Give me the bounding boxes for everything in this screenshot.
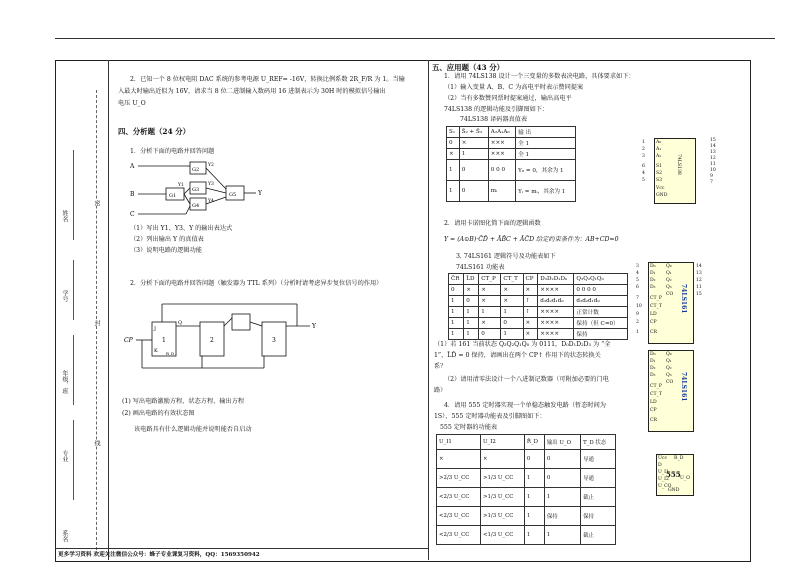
s5-q2-formula: Y = (A⊙B)·C̄D̄ + ĀB̄C + ĀC̄D 给定约束条件为：AB+CD=0 xyxy=(444,236,619,243)
table-cell: ××× xyxy=(488,149,515,160)
chip-pin-label: A₂ xyxy=(656,154,662,159)
table-cell: 0 xyxy=(449,285,464,296)
chip-output-label: CO xyxy=(666,380,674,385)
table-header-row xyxy=(449,274,628,285)
table-cell: 全 1 xyxy=(516,149,576,160)
table-cell: 导通 xyxy=(581,450,616,469)
chip-555 xyxy=(646,446,706,502)
circuit1-label-b: B xyxy=(130,191,135,198)
table-row xyxy=(449,318,628,329)
table-cell: Y₀ = 0，其余为 1 xyxy=(516,160,576,181)
chip-output-label: Q₀ xyxy=(666,352,672,357)
table-header-cell: 输出 U_O xyxy=(544,435,580,450)
chip-pin-label: A₀ xyxy=(656,140,662,145)
chip-pin-label: Ucc xyxy=(658,456,668,461)
chip-output-label: Q₁ xyxy=(666,359,672,364)
table-cell: × xyxy=(437,450,481,469)
chip-pin-label: S2 xyxy=(656,171,663,176)
chip-74ls161-b xyxy=(634,348,714,432)
chip-name: 74LS161 xyxy=(680,372,687,402)
table-cell: >1/3 U_CC xyxy=(480,488,524,507)
q2-line-3: 电压 U_O xyxy=(118,100,146,107)
chip-input-label: CT_T xyxy=(650,304,662,309)
chip-pin-number: 6 xyxy=(636,285,639,290)
chip-pin-number: 11 xyxy=(696,285,702,290)
chip-output-label: CO xyxy=(666,292,674,297)
table-header-row xyxy=(447,127,576,138)
signal-y1: Y1 xyxy=(178,183,184,188)
section5-title: 五、应用题（43 分） xyxy=(432,63,504,72)
table-cell: × xyxy=(447,149,460,160)
s5-q3-2a: （2）请用清零法设计一个八进制记数器（可附加必要的门电 xyxy=(444,376,609,383)
s5-q4-line-2: 1S），555 定时器功能表及引脚图如下： xyxy=(434,413,546,420)
s4-q2-title: 2．分析下面的电路并回答问题（触发器为 TTL 系列）（分析时请考虑异步复位信号的作用） xyxy=(130,280,383,287)
label-student-id: 学号 xyxy=(61,290,68,302)
table-cell: 1 xyxy=(479,307,501,318)
chip-output-label: Q₂ xyxy=(666,366,672,371)
table-cell: × xyxy=(479,318,501,329)
table-cell: 正常计数 xyxy=(574,307,628,318)
chip-output-label: Q₀ xyxy=(666,264,672,269)
q2-line-1: 2．已知一个 8 位权电阻 DAC 系统的参考电源 U_REF= -16V，转换比例系数 2R_F/R 为 1。当输 xyxy=(130,76,405,83)
ff-j: J xyxy=(154,326,157,332)
table-cell: 0 0 0 xyxy=(488,160,515,181)
table-cell: ↑ xyxy=(523,307,538,318)
table-cell: × xyxy=(501,285,523,296)
table-cell: 0 0 0 0 xyxy=(574,285,628,296)
chip-input-label: D₃ xyxy=(650,373,656,378)
table-cell: 全 1 xyxy=(516,138,576,149)
output-y: Y xyxy=(258,190,262,197)
table-cell: d₃d₂d₁d₀ xyxy=(574,296,628,307)
chip-pin-label: S1 xyxy=(656,164,663,169)
signal-y4: Y4 xyxy=(208,199,214,204)
table-row xyxy=(437,488,616,507)
table-cell: 0 xyxy=(501,318,523,329)
table-cell: 1 xyxy=(464,329,479,340)
table-cell: ×××× xyxy=(538,285,574,296)
chip-pin-number: 10 xyxy=(710,168,716,173)
chip-output-label: Q₁ xyxy=(666,271,672,276)
table-header-cell: CT_T xyxy=(501,274,523,285)
s5-q4-line-3: 555 定时器的功能表 xyxy=(440,424,498,431)
chip-input-label: LD xyxy=(650,312,657,317)
chip-pin-label: U_O xyxy=(680,476,690,481)
chip-pin-label: GND xyxy=(656,193,668,198)
chip-input-label: CT_P xyxy=(650,296,662,301)
s4-q2-item-2: (2) 画出电路的有效状态图 xyxy=(122,410,195,417)
table-cell: <2/3 U_CC xyxy=(437,488,481,507)
table-row xyxy=(449,329,628,340)
gate-g1: G1 xyxy=(169,193,177,199)
table-cell: ××× xyxy=(488,138,515,149)
table-cell: ×××× xyxy=(538,307,574,318)
s5-q3-title: 3. 74LS161 逻辑符号及功能表如下 xyxy=(456,253,556,260)
table-cell: 1 xyxy=(501,307,523,318)
footer-note: 更多学习资料 欢迎关注微信公众号：蜂子专业课复习资料，QQ：1569350942 xyxy=(58,552,260,558)
t138-title: 74LS138 译码器真值表 xyxy=(460,116,528,123)
chip-pin-number: 5 xyxy=(642,178,645,183)
table-header-cell: Q₃Q₂Q₁Q₀ xyxy=(574,274,628,285)
table-cell: 1 xyxy=(464,318,479,329)
table-header-cell: T_D 状态 xyxy=(581,435,616,450)
table-cell: ↑ xyxy=(523,296,538,307)
chip-pin-number: 7 xyxy=(636,296,639,301)
gate-g4: G4 xyxy=(192,203,200,209)
chip-pin-label: R_D xyxy=(674,456,684,461)
chip-pin-number: 14 xyxy=(696,264,702,269)
table-header-cell: L̄D xyxy=(464,274,479,285)
table-cell: 截止 xyxy=(581,526,616,545)
chip-pin-number: 13 xyxy=(696,271,702,276)
chip-pin-number: 2 xyxy=(642,147,645,152)
chip-input-label: CR xyxy=(650,330,657,335)
chip-pin-number: 1 xyxy=(636,330,639,335)
chip-pin-number: 15 xyxy=(710,138,716,143)
circuit1-label-a: A xyxy=(130,163,135,170)
s4-q2-tail: 该电路具有什么逻辑功能并说明能否自启动 xyxy=(134,426,252,433)
table-cell: 1 xyxy=(524,507,544,526)
s4-q2-item-1: (1) 写出电路激励方程、状态方程、输出方程 xyxy=(122,398,245,405)
label-major: 专业 xyxy=(61,450,68,462)
section4-title: 四、分析题（24 分） xyxy=(118,127,190,136)
chip-output-label: Q₂ xyxy=(666,278,672,283)
table-cell: 1 xyxy=(447,160,460,181)
ff-2: 2 xyxy=(210,337,214,344)
table-cell: >1/3 U_CC xyxy=(480,469,524,488)
gate-g5: G5 xyxy=(229,192,237,198)
table-row xyxy=(449,296,628,307)
s5-q1-line-4: 74LS138 的逻辑功能及引脚图如下： xyxy=(444,106,549,113)
chip-output-label: Q₃ xyxy=(666,373,672,378)
chip-input-label: CR xyxy=(650,418,657,423)
header-rule xyxy=(55,38,775,39)
s4-q1-item-1: （1）写出 Y1、Y3、Y 的输出表达式 xyxy=(130,225,233,232)
footer-rule xyxy=(55,548,428,549)
circuit2-cp: CP xyxy=(124,337,133,344)
chip-pin-number: 9 xyxy=(636,312,639,317)
table-cell: × xyxy=(479,296,501,307)
s5-q2-line: 2．请用卡诺图化简下面的逻辑函数 xyxy=(444,220,541,227)
table-cell: 导通 xyxy=(581,469,616,488)
chip-pin-number: 14 xyxy=(710,144,716,149)
chip-pin-label: U_I1 xyxy=(658,470,669,475)
table-cell: × xyxy=(523,318,538,329)
gate-g2: G2 xyxy=(192,167,200,173)
table-cell: 保持 xyxy=(574,329,628,340)
table-header-cell: S₁ xyxy=(447,127,460,138)
chip-pin-label: S3 xyxy=(656,178,663,183)
table-cell: 0 xyxy=(459,160,488,181)
chip-input-label: D₂ xyxy=(650,278,656,283)
side-underline-3 xyxy=(73,335,74,405)
table-row xyxy=(447,149,576,160)
ff-k: K xyxy=(154,348,158,354)
seal-char-1: 密 xyxy=(93,200,100,206)
chip-pin-number: 15 xyxy=(696,292,702,297)
seal-char-3: 线 xyxy=(93,440,100,446)
s5-q3-2b: 路） xyxy=(434,387,447,394)
table-cell: 1 xyxy=(447,181,460,202)
table-cell: 0 xyxy=(459,181,488,202)
table-cell: × xyxy=(523,285,538,296)
function-table-74ls161 xyxy=(448,273,628,340)
table-cell: 1 xyxy=(524,488,544,507)
table-row xyxy=(449,307,628,318)
table-cell: × xyxy=(480,450,524,469)
function-table-555 xyxy=(436,434,616,545)
table-cell: 0 xyxy=(464,296,479,307)
table-row xyxy=(437,526,616,545)
chip-name: 74LS138 xyxy=(676,154,681,175)
chip-input-label: CT_T xyxy=(650,392,662,397)
table-header-cell: A₂A₁A₀ xyxy=(488,127,515,138)
chip-pin-number: 11 xyxy=(710,162,716,167)
label-department: 系名 xyxy=(61,530,68,542)
column-divider xyxy=(428,60,429,560)
table-cell: <2/3 U_CC xyxy=(437,526,481,545)
chip-74ls161-a xyxy=(634,260,714,344)
chip-pin-number: 12 xyxy=(696,278,702,283)
table-row xyxy=(437,450,616,469)
table-cell: 0 xyxy=(544,450,580,469)
logic-circuit-1 xyxy=(128,158,278,218)
ff-3: 3 xyxy=(272,337,276,344)
label-name: 姓名 xyxy=(61,210,68,222)
table-cell: × xyxy=(464,285,479,296)
s4-q1-item-2: （2）列出输出 Y 的真值表 xyxy=(130,236,204,243)
table-cell: 1 xyxy=(524,469,544,488)
ff-1: 1 xyxy=(162,337,166,344)
table-cell: 0 xyxy=(524,450,544,469)
table-cell: ×××× xyxy=(538,318,574,329)
signal-y3: Y3 xyxy=(208,182,214,187)
table-row xyxy=(437,507,616,526)
chip-pin-label: GND xyxy=(668,488,680,493)
chip-input-label: LD xyxy=(650,400,657,405)
gate-g3: G3 xyxy=(192,187,200,193)
table-cell: 1 xyxy=(459,149,488,160)
table-cell: 保持 xyxy=(581,507,616,526)
chip-pin-label: U_I2 xyxy=(658,477,669,482)
chip-input-label: D₀ xyxy=(650,352,656,357)
chip-input-label: D₁ xyxy=(650,271,656,276)
table-cell: 1 xyxy=(501,329,523,340)
chip-input-label: D₀ xyxy=(650,264,656,269)
circuit1-label-c: C xyxy=(130,211,135,218)
side-underline-1 xyxy=(73,150,74,240)
chip-pin-label: D xyxy=(658,463,662,468)
table-cell: 1 xyxy=(449,318,464,329)
table-row xyxy=(437,469,616,488)
chip-pin-label: U_CO xyxy=(658,484,672,489)
table-cell: 1 xyxy=(464,307,479,318)
q2-line-2: 入最大时输出近似为 16V，请求当 8 位二进制输入数码用 16 进制表示为 30H 时的模拟信号输出 xyxy=(118,88,386,95)
chip-pin-number: 10 xyxy=(636,304,642,309)
chip-pin-number: 12 xyxy=(710,156,716,161)
table-cell: d₃d₂d₁d₀ xyxy=(538,296,574,307)
table-cell: 1 xyxy=(544,488,580,507)
table-header-cell: CT_P xyxy=(479,274,501,285)
chip-pin-number: 5 xyxy=(636,278,639,283)
chip-pin-label: A₁ xyxy=(656,147,662,152)
table-cell: 1 xyxy=(449,329,464,340)
table-header-cell: 输 出 xyxy=(516,127,576,138)
table-cell: 0 xyxy=(479,329,501,340)
truth-table-74ls138 xyxy=(446,126,576,202)
s5-q3-1a: （1）若 161 当前状态 Q₃Q₂Q₁Q₀ 为 0111，D₀D₁D₂D₃ 为 “全 xyxy=(434,341,611,348)
chip-name: 74LS161 xyxy=(680,284,687,314)
chip-74ls138 xyxy=(640,134,730,206)
table-header-cell: D₃D₂D₁D₀ xyxy=(538,274,574,285)
chip-pin-number: 3 xyxy=(636,264,639,269)
table-cell: 1 xyxy=(524,526,544,545)
chip-pin-number: 2 xyxy=(636,320,639,325)
side-underline-4 xyxy=(73,420,74,500)
table-header-row xyxy=(437,435,616,450)
table-cell: 1 xyxy=(449,296,464,307)
s5-q4-line-1: 4．请用 555 定时器实现一个单稳态触发电路（暂态时间为 xyxy=(444,402,606,409)
chip-pin-number: 3 xyxy=(642,154,645,159)
binding-strip-divider xyxy=(108,60,109,560)
ff-rd: R_D xyxy=(166,351,175,356)
chip-input-label: CT_P xyxy=(650,384,662,389)
table-cell: × xyxy=(501,296,523,307)
table-cell: 1 xyxy=(449,307,464,318)
ff-q: Q xyxy=(178,320,183,326)
s5-q1-line-1: 1．请用 74LS138 设计一个三变量的多数表决电路，具体要求如下： xyxy=(444,73,635,80)
chip-pin-label: Vcc xyxy=(656,186,665,191)
table-cell: 0 xyxy=(544,469,580,488)
s5-q1-line-3: （2）当有多数赞同票时提案通过，输出高电平 xyxy=(444,95,572,102)
table-cell: 0 xyxy=(447,138,460,149)
label-grade-class: 年级、班 xyxy=(61,370,68,394)
s5-q3-1b: 1”，L̄D̄ = 0 保持，请画出在两个 CP↑ 作用下的状态转换关 xyxy=(434,352,601,359)
table-cell: <1/3 U_CC xyxy=(480,526,524,545)
s4-q1-title: 1．分析下面的电路并回答问题 xyxy=(130,148,215,155)
table-header-cell: C̄R xyxy=(449,274,464,285)
chip-pin-number: 4 xyxy=(642,171,645,176)
table-header-cell: U_I1 xyxy=(437,435,481,450)
chip-input-label: D₁ xyxy=(650,359,656,364)
table-header-cell: U_I2 xyxy=(480,435,524,450)
s5-q3-1c: 系？ xyxy=(434,363,447,370)
table-cell: Yᵢ = mᵢ，其余为 1 xyxy=(516,181,576,202)
table-cell: >2/3 U_CC xyxy=(437,469,481,488)
table-header-cell: R̄_D xyxy=(524,435,544,450)
chip-input-label: D₂ xyxy=(650,366,656,371)
side-underline-2 xyxy=(73,260,74,320)
chip-pin-number: 7 xyxy=(710,180,713,185)
chip-pin-number: 1 xyxy=(642,140,645,145)
chip-input-label: CP xyxy=(650,320,657,325)
s5-q1-line-2: （1）输入变量 A、B、C 为高电平时表示赞同提案 xyxy=(444,84,584,91)
table-row xyxy=(447,138,576,149)
chip-pin-number: 9 xyxy=(710,174,713,179)
table-header-cell: CP xyxy=(523,274,538,285)
chip-input-label: D₃ xyxy=(650,285,656,290)
table-cell: 保持（但 C=0） xyxy=(574,318,628,329)
s4-q1-item-3: （3）说明电路的逻辑功能 xyxy=(130,247,202,254)
table-row xyxy=(447,181,576,202)
chip-pin-number: 13 xyxy=(710,150,716,155)
table-cell: mᵢ xyxy=(488,181,515,202)
table-cell: ×××× xyxy=(538,329,574,340)
chip-pin-number: 6 xyxy=(642,164,645,169)
table-cell: >1/3 U_CC xyxy=(480,507,524,526)
table-cell: 1 xyxy=(544,526,580,545)
seal-char-2: 封 xyxy=(93,320,100,326)
table-cell: 截止 xyxy=(581,488,616,507)
chip-output-label: Q₃ xyxy=(666,285,672,290)
table-cell: × xyxy=(479,285,501,296)
flipflop-circuit-2 xyxy=(122,296,322,376)
table-cell: 保持 xyxy=(544,507,580,526)
table-cell: × xyxy=(523,329,538,340)
signal-y2: Y2 xyxy=(208,163,214,168)
chip-pin-number: 4 xyxy=(636,271,639,276)
t161-title: 74LS161 功能表 xyxy=(456,264,505,271)
chip-input-label: CP xyxy=(650,408,657,413)
circuit2-output-y: Y xyxy=(312,323,316,330)
table-row xyxy=(449,285,628,296)
chip-name: 555 xyxy=(666,470,681,479)
table-header-cell: S̄₂ + S̄₃ xyxy=(459,127,488,138)
table-cell: × xyxy=(459,138,488,149)
table-row xyxy=(447,160,576,181)
table-cell: <2/3 U_CC xyxy=(437,507,481,526)
